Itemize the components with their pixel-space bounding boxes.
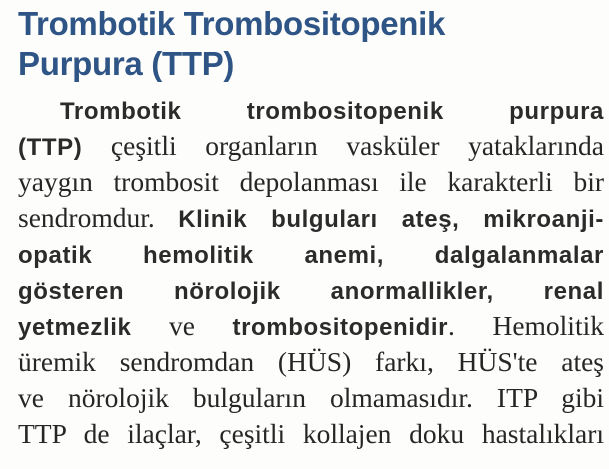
title-line-1: Trombotik Trombositopenik [18,5,446,42]
paragraph-line [18,128,604,164]
bold-term: yetmezlik [18,314,132,341]
paragraph-line [18,236,604,272]
paragraph-line [18,308,604,344]
paragraph-line [18,272,604,308]
text-run: sendromdur. [18,202,179,233]
paragraph-line [18,200,604,236]
title-line-2: Purpura (TTP) [18,45,235,82]
bold-term: gösteren nörolojik anormallikler, renal [18,278,604,305]
bold-term: trombositopenidir [232,314,449,341]
bold-term: (TTP) [18,134,83,161]
bold-term: Trombotik trombositopenik purpura [60,98,604,125]
text-run: çeşitli organların vasküler yataklarında [82,130,604,161]
paragraph-line: üremik sendromdan (HÜS) farkı, HÜS'te ateş [18,346,604,377]
paragraph-line: yaygın trombosit depolanması ile karakterli bir [18,166,604,197]
bold-term: opatik hemolitik anemi, dalgalanmalar [18,242,604,269]
paragraph-line: TTP de ilaçlar, çeşitli kollajen doku hastalıkları [18,418,604,449]
text-run: ve [131,310,233,341]
text-run: . Hemolitik [448,310,604,341]
bold-term: Klinik bulguları ateş, mikroanji- [178,206,604,233]
body-paragraph [18,92,604,452]
section-title [18,4,445,84]
paragraph-line [18,92,604,128]
paragraph-line: ve nörolojik bulguların olmamasıdır. ITP gibi [18,382,604,413]
